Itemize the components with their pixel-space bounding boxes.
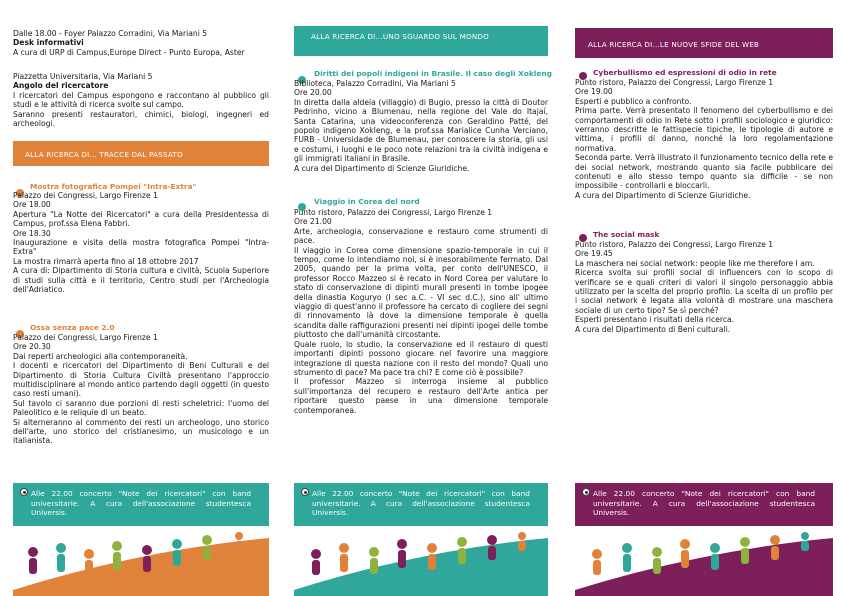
event-title-ossa: Ossa senza pace 2.0 xyxy=(30,323,115,332)
event-time: Ore 18.00 xyxy=(13,200,51,210)
intro-block xyxy=(13,29,269,57)
event-desc: I docenti e ricercatori del Dipartimento di Beni Culturali e del Dipartimento di Storia Cultura Civiltà presentano l'approccio multidisciplinare al mondo antico partendo dagli oggetti (in questo caso resti umani). xyxy=(13,361,269,399)
concert-box xyxy=(575,483,833,526)
event-desc: Il viaggio in Corea come dimensione spazio-temporale in cui il tempo, come lo intendiamo noi, si è inesorabilmente fermato. Dal 2005, quando per la prima volta, per conto dell'UNESCO, il professor Rocco Mazzeo si è recato in Nord Corea per valutare lo stato di conservazione di dipinti murali presenti in tombe ipogee della dinastia Koguryo (I sec a.C. - VI sec d.C.), sino all' ultimo viaggio di quest'anno il professore ha cercato di cogliere dei segni di rinnovamento là dove la dimensione temporale è quella scandita dalle raffigurazioni presenti nei dipinti ipogei delle tombe piuttosto che dall'umanità circostante. xyxy=(294,245,548,340)
event-desc: Esperti e pubblico a confronto. xyxy=(575,96,692,106)
event-location: Punto ristoro, Palazzo dei Congressi, Largo Firenze 1 xyxy=(575,240,774,249)
event-credit: A cura del Dipartimento di Scienze Giuridiche. xyxy=(575,190,751,200)
event-body-social-mask xyxy=(575,240,833,334)
event-desc: Ricerca svolta sui profili social di influencers con lo scopo di verificare se e quali criteri di valori il singolo personaggio abbia utilizzato per la scelta del proprio profilo. La scelta di un profilo per i social network è legata alla volontà di mostrare una maschera sociale di un certo tipo? Se sì perché? xyxy=(575,268,833,315)
column-1 xyxy=(0,0,280,596)
banner-label: ALLA RICERCA DI... TRACCE DAL PASSATO xyxy=(25,150,183,159)
event-body-cyberbullismo xyxy=(575,78,833,200)
event-location: Punto ristoro, Palazzo dei Congressi, Largo Firenze 1 xyxy=(294,208,493,217)
event-desc: Esperti presentano i risultati della ricerca. xyxy=(575,315,735,325)
event-desc: Il professor Mazzeo si interroga insieme al pubblico sull'importanza del recupero e restauro dell'Arte antica per riportare questo paese in una dimensione temporale contemporanea. xyxy=(294,377,548,415)
event-desc: La mostra rimarrà aperta fino al 18 ottobre 2017 xyxy=(13,256,199,266)
event-credit: A cura di: Dipartimento di Storia cultura e civiltà, Scuola Superiore di studi sulla città e il territorio, Centro studi per l'Archeologia dell'Adriatico. xyxy=(13,266,269,295)
event-location: Biblioteca, Palazzo Corradini, Via Mariani 5 xyxy=(294,79,456,88)
crowd-illustration xyxy=(13,530,269,596)
event-desc: Dai reperti archeologici alla contemporaneità. xyxy=(13,351,188,361)
angolo-block xyxy=(13,72,269,128)
angolo-location: Piazzetta Universitaria, Via Mariani 5 xyxy=(13,72,153,81)
angolo-desc-2: Saranno presenti restauratori, chimici, biologi, ingegneri ed archeologi. xyxy=(13,109,269,129)
event-desc: Seconda parte. Verrà illustrato il funzionamento tecnico della rete e dei social network, mostrando quanto sia facile pubblicare dei contenuti e allo stesso tempo quanto sia difficile - se non impossibile - controllarli e bloccarli. xyxy=(575,153,833,191)
bullet-icon xyxy=(301,488,309,496)
event-time: Ore 19.00 xyxy=(575,87,613,97)
event-title-social-mask: The social mask xyxy=(593,230,660,239)
event-location: Palazzo dei Congressi, Largo Firenze 1 xyxy=(13,191,158,200)
concert-text: Alle 22.00 concerto "Note dei ricercatori" con band universitarie. A cura dell'associazione studentesca Universis. xyxy=(312,489,530,518)
event-desc: Arte, archeologia, conservazione e restauro come strumenti di pace. xyxy=(294,226,548,246)
event-time: Ore 21.00 xyxy=(294,217,332,227)
event-location: Palazzo dei Congressi, Largo Firenze 1 xyxy=(13,333,158,342)
banner-label: ALLA RICERCA DI...UNO SGUARDO SUL MONDO xyxy=(311,32,490,41)
bullet-icon xyxy=(20,488,28,496)
column-3 xyxy=(561,0,842,596)
banner-label: ALLA RICERCA DI...LE NUOVE SFIDE DEL WEB xyxy=(588,40,760,49)
bullet-icon xyxy=(582,488,590,496)
concert-box xyxy=(294,483,548,526)
angolo-title: Angolo del ricercatore xyxy=(13,81,109,91)
event-title-mostra: Mostra fotografica Pompei "Intra-Extra" xyxy=(30,182,197,191)
section-banner-web xyxy=(575,28,833,58)
intro-location: Dalle 18.00 - Foyer Palazzo Corradini, Via Mariani 5 xyxy=(13,29,208,38)
concert-text: Alle 22.00 concerto "Note dei ricercatori" con band universitarie. A cura dell'associazione studentesca Universis. xyxy=(31,489,251,518)
event-desc: Quale ruolo, lo studio, la conservazione ed il restauro di questi importanti dipinti possono giocare nel favorire una maggiore integrazione di questa nazione con il resto del mondo? Quali uno strumento di pace? Ma pace tra chi? E come ciò è possibile? xyxy=(294,339,548,377)
intro-title: Desk informativi xyxy=(13,38,84,48)
crowd-illustration xyxy=(575,530,833,596)
section-banner-passato xyxy=(13,141,269,166)
event-title-corea: Viaggio in Corea del nord xyxy=(314,197,420,206)
event-time: Ore 18.30 xyxy=(13,228,51,238)
event-desc: In diretta dalla aldeia (villaggio) di Bugio, presso la città di Doutor Pedrinho, vicino a Blumenau, nella regione del Vale do Itajaí, Santa Catarina, una videoconferenza con Geraldino Patté, del popolo indigeno Xokleng, e la prof.ssa Marialice Cunha Verciano, FURB - Universidade de Blumenau, per conoscere la storia, gli usi e costumi, i luoghi e le poco note relazioni tra la civiltà indigena e gli immigrati italiani in Brasile. xyxy=(294,97,548,164)
event-title-brasile: Diritti dei popoli indigeni in Brasile. Il caso degli Xokleng xyxy=(314,69,552,78)
event-body-ossa xyxy=(13,333,269,446)
angolo-desc: I ricercatori del Campus espongono e raccontano al pubblico gli studi e le attività di ricerca svolte sul campo. xyxy=(13,90,269,110)
event-body-brasile xyxy=(294,79,548,173)
event-desc: Prima parte. Verrà presentato il fenomeno del cyberbullismo e dei comportamenti di odio in Rete sotto i profili sociologico e giuridico: verranno descritte le fattispecie tipiche, le tipologie di autore e vittima, i profili di danno, nonché la loro regolamentazione normativa. xyxy=(575,106,833,153)
event-title-cyberbullismo: Cyberbullismo ed espressioni di odio in rete xyxy=(593,68,777,77)
event-body-mostra xyxy=(13,191,269,294)
event-credit: A cura del Dipartimento di Beni culturali. xyxy=(575,324,731,334)
section-banner-mondo xyxy=(294,26,548,56)
event-time: Ore 20.00 xyxy=(294,88,332,98)
event-location: Punto ristoro, Palazzo dei Congressi, Largo Firenze 1 xyxy=(575,78,774,87)
crowd-illustration xyxy=(294,530,548,596)
event-time: Ore 20.30 xyxy=(13,342,51,352)
event-desc: Apertura "La Notte dei Ricercatori" a cura della Presidentessa di Campus, prof.ssa Elena Fabbri. xyxy=(13,209,269,229)
event-time: Ore 19.45 xyxy=(575,249,613,259)
concert-box xyxy=(13,483,269,526)
event-desc: Inaugurazione e visita della mostra fotografica Pompei "Intra-Extra" xyxy=(13,238,269,257)
event-credit: A cura del Dipartimento di Scienze Giuridiche. xyxy=(294,163,470,173)
event-body-corea xyxy=(294,208,548,415)
event-desc: La maschera nei social network: people like me therefore I am. xyxy=(575,258,815,268)
event-desc: Si alterneranno al commento dei resti un archeologo, uno storico dell'arte, uno storico del cristianesimo, un musicologo e un italianista. xyxy=(13,417,269,446)
intro-credit: A cura di URP di Campus,Europe Direct - Punto Europa, Aster xyxy=(13,47,245,57)
column-2 xyxy=(280,0,561,596)
concert-text: Alle 22.00 concerto "Note dei ricercatori" con band universitarie. A cura dell'associazione studentesca Universis. xyxy=(593,489,815,518)
event-desc: Sul tavolo ci saranno due porzioni di resti scheletrici: l'uomo del Paleolitico e le reliquie di un beato. xyxy=(13,398,269,418)
